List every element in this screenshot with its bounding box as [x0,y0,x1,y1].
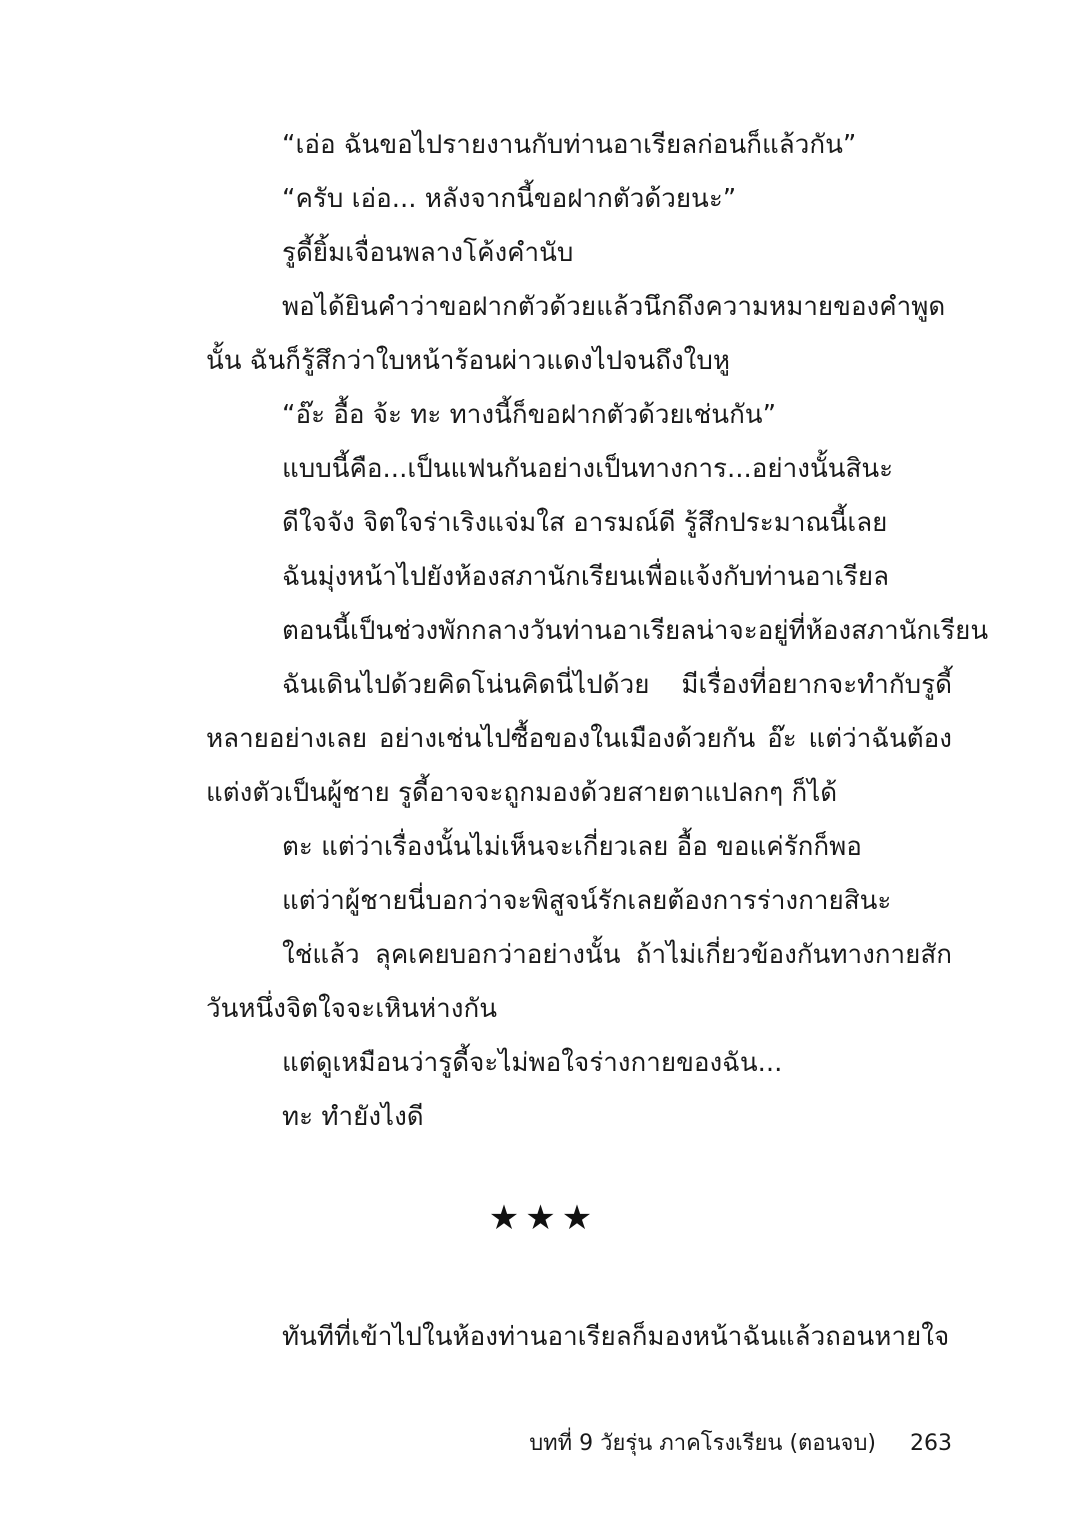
paragraph-13: ใช่แล้ว ลุคเคยบอกว่าอย่างนั้น ถ้าไม่เกี่ยวข้องกันทางกายสักวันหนึ่งจิตใจจะเหินห่างกัน [206,940,952,1024]
paragraph-16: ทันทีที่เข้าไปในห้องท่านอาเรียลก็มองหน้าฉันแล้วถอนหายใจ [282,1322,950,1352]
body-text [206,118,989,1144]
paragraph-10: ฉันเดินไปด้วยคิดโน่นคิดนี่ไปด้วย มีเรื่องที่อยากจะทำกับรูดี้หลายอย่างเลย อย่างเช่นไปซื้อของในเมืองด้วยกัน อ๊ะ แต่ว่าฉันต้องแต่งตัวเป็นผู้ชาย รูดี้อาจจะถูกมองด้วยสายตาแปลกๆ ก็ได้ [206,670,952,808]
paragraph-8: ฉันมุ่งหน้าไปยังห้องสภานักเรียนเพื่อแจ้งกับท่านอาเรียล [282,562,890,592]
paragraph-5: “อ๊ะ อื้อ จ้ะ ทะ ทางนี้ก็ขอฝากตัวด้วยเช่นกัน” [282,400,777,430]
page-footer [529,1425,952,1460]
body-text-after-separator [206,1310,952,1364]
paragraph-7: ดีใจจัง จิตใจร่าเริงแจ่มใส อารมณ์ดี รู้สึกประมาณนี้เลย [282,508,888,538]
paragraph-11: ตะ แต่ว่าเรื่องนั้นไม่เห็นจะเกี่ยวเลย อื้อ ขอแค่รักก็พอ [282,832,862,862]
chapter-title: บทที่ 9 วัยรุ่น ภาคโรงเรียน (ตอนจบ) [529,1431,876,1456]
page-number: 263 [910,1431,952,1456]
paragraph-2: “ครับ เอ่อ... หลังจากนี้ขอฝากตัวด้วยนะ” [282,184,737,214]
paragraph-15: ทะ ทำยังไงดี [282,1102,424,1132]
paragraph-6: แบบนี้คือ...เป็นแฟนกันอย่างเป็นทางการ...อย่างนั้นสินะ [282,454,894,484]
paragraph-9: ตอนนี้เป็นช่วงพักกลางวันท่านอาเรียลน่าจะอยู่ที่ห้องสภานักเรียน [282,616,989,646]
paragraph-3: รูดี้ยิ้มเจื่อนพลางโค้งคำนับ [282,238,574,268]
scene-separator: ★★★ [488,1198,599,1238]
paragraph-4: พอได้ยินคำว่าขอฝากตัวด้วยแล้วนึกถึงความหมายของคำพูดนั้น ฉันก็รู้สึกว่าใบหน้าร้อนผ่าวแดงไปจนถึงใบหู [206,292,946,376]
paragraph-14: แต่ดูเหมือนว่ารูดี้จะไม่พอใจร่างกายของฉัน... [282,1048,783,1078]
paragraph-1: “เอ่อ ฉันขอไปรายงานกับท่านอาเรียลก่อนก็แล้วกัน” [282,130,857,160]
paragraph-12: แต่ว่าผู้ชายนี่บอกว่าจะพิสูจน์รักเลยต้องการร่างกายสินะ [282,886,892,916]
